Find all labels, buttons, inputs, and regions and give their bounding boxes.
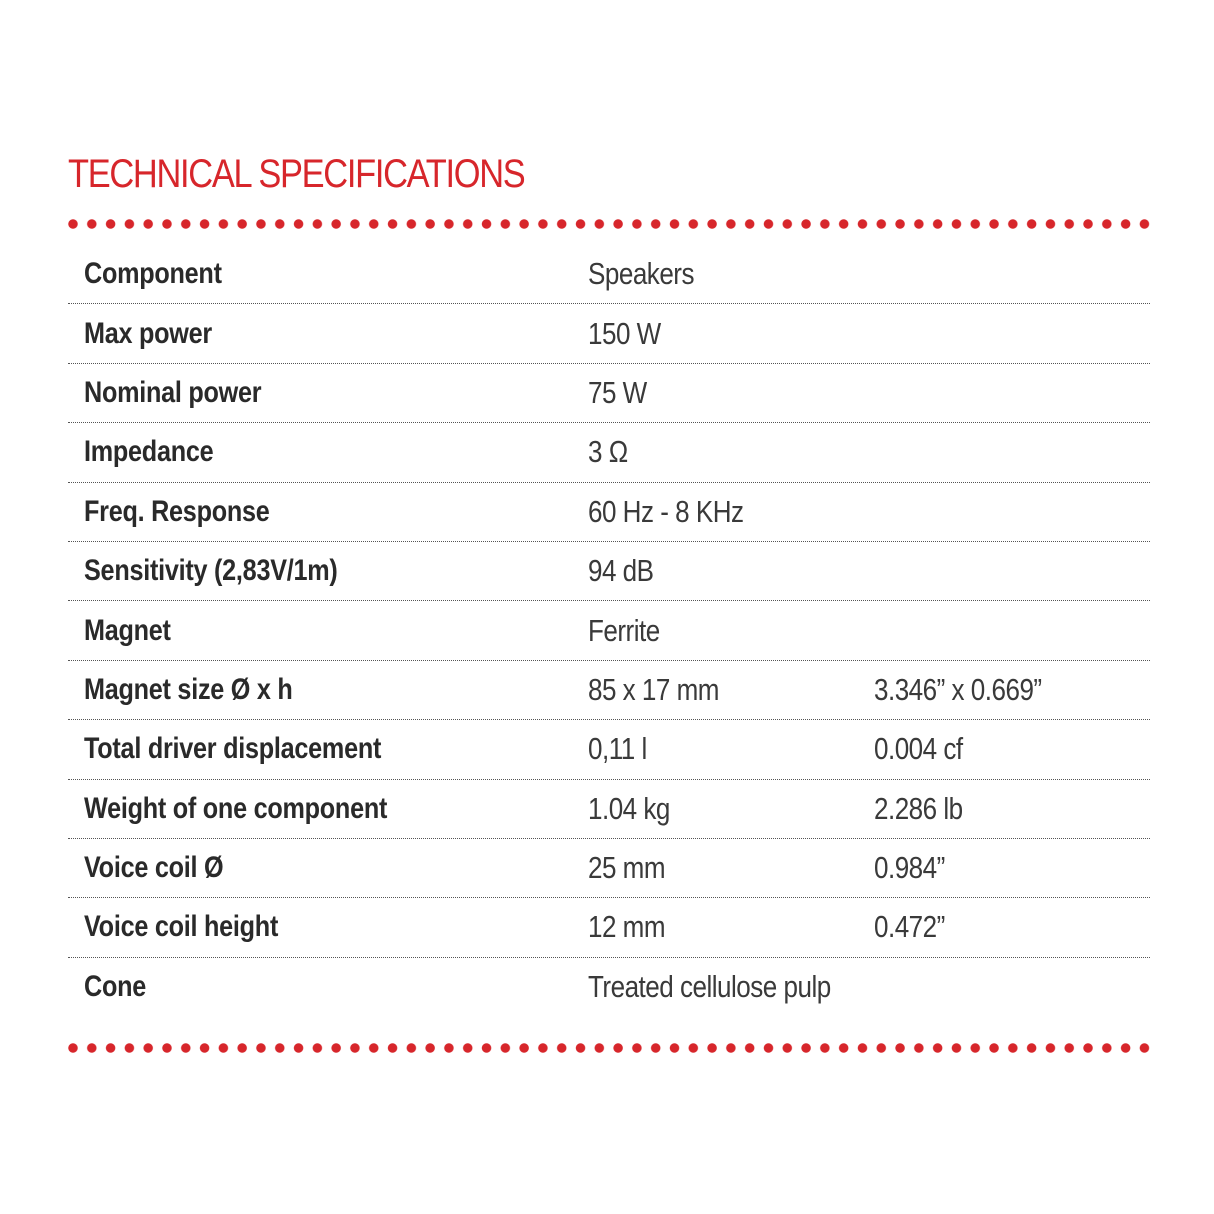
spec-value: 1.04 kg: [588, 790, 670, 826]
spec-row-voice-coil-height: [68, 898, 1150, 957]
spec-value: Speakers: [588, 256, 694, 292]
spec-table: [68, 245, 1150, 1017]
spec-value-imperial: 0.004 cf: [874, 731, 963, 767]
spec-value: 85 x 17 mm: [588, 671, 720, 707]
spec-value: 25 mm: [588, 850, 666, 886]
bottom-dotted-divider: [66, 1041, 1156, 1055]
spec-row-magnet: [68, 601, 1150, 660]
spec-label: Total driver displacement: [84, 732, 382, 766]
spec-value: Treated cellulose pulp: [588, 969, 831, 1005]
spec-label: Impedance: [84, 435, 214, 469]
spec-value: 0,11 l: [588, 731, 647, 767]
spec-value: 150 W: [588, 315, 661, 351]
spec-row-voice-coil-diameter: [68, 839, 1150, 898]
spec-row-total-driver-displacement: [68, 720, 1150, 779]
spec-label: Nominal power: [84, 375, 262, 409]
spec-value: 12 mm: [588, 909, 666, 945]
spec-value-imperial: 3.346” x 0.669”: [874, 671, 1042, 707]
spec-value: 94 dB: [588, 553, 654, 589]
spec-label: Freq. Response: [84, 494, 270, 528]
spec-row-sensitivity: [68, 542, 1150, 601]
spec-label: Cone: [84, 970, 147, 1004]
spec-value: 75 W: [588, 374, 647, 410]
spec-value: Ferrite: [588, 612, 660, 648]
spec-label: Magnet size Ø x h: [84, 672, 293, 706]
spec-label: Magnet: [84, 613, 171, 647]
spec-row-weight: [68, 780, 1150, 839]
spec-row-nominal-power: [68, 364, 1150, 423]
spec-row-max-power: [68, 304, 1150, 363]
spec-value: 60 Hz - 8 KHz: [588, 493, 744, 529]
spec-value-imperial: 2.286 lb: [874, 790, 963, 826]
spec-label: Voice coil height: [84, 910, 279, 944]
top-dotted-divider: [66, 217, 1156, 231]
spec-label: Component: [84, 257, 222, 291]
spec-label: Weight of one component: [84, 791, 388, 825]
spec-label: Max power: [84, 316, 212, 350]
spec-row-magnet-size: [68, 661, 1150, 720]
spec-label: Voice coil Ø: [84, 851, 224, 885]
spec-value-imperial: 0.472”: [874, 909, 945, 945]
page-title: TECHNICAL SPECIFICATIONS: [68, 152, 525, 196]
spec-row-impedance: [68, 423, 1150, 482]
spec-value-imperial: 0.984”: [874, 850, 945, 886]
spec-label: Sensitivity (2,83V/1m): [84, 554, 338, 588]
spec-row-freq-response: [68, 483, 1150, 542]
spec-row-component: [68, 245, 1150, 304]
spec-row-cone: [68, 958, 1150, 1017]
spec-value: 3 Ω: [588, 434, 628, 470]
